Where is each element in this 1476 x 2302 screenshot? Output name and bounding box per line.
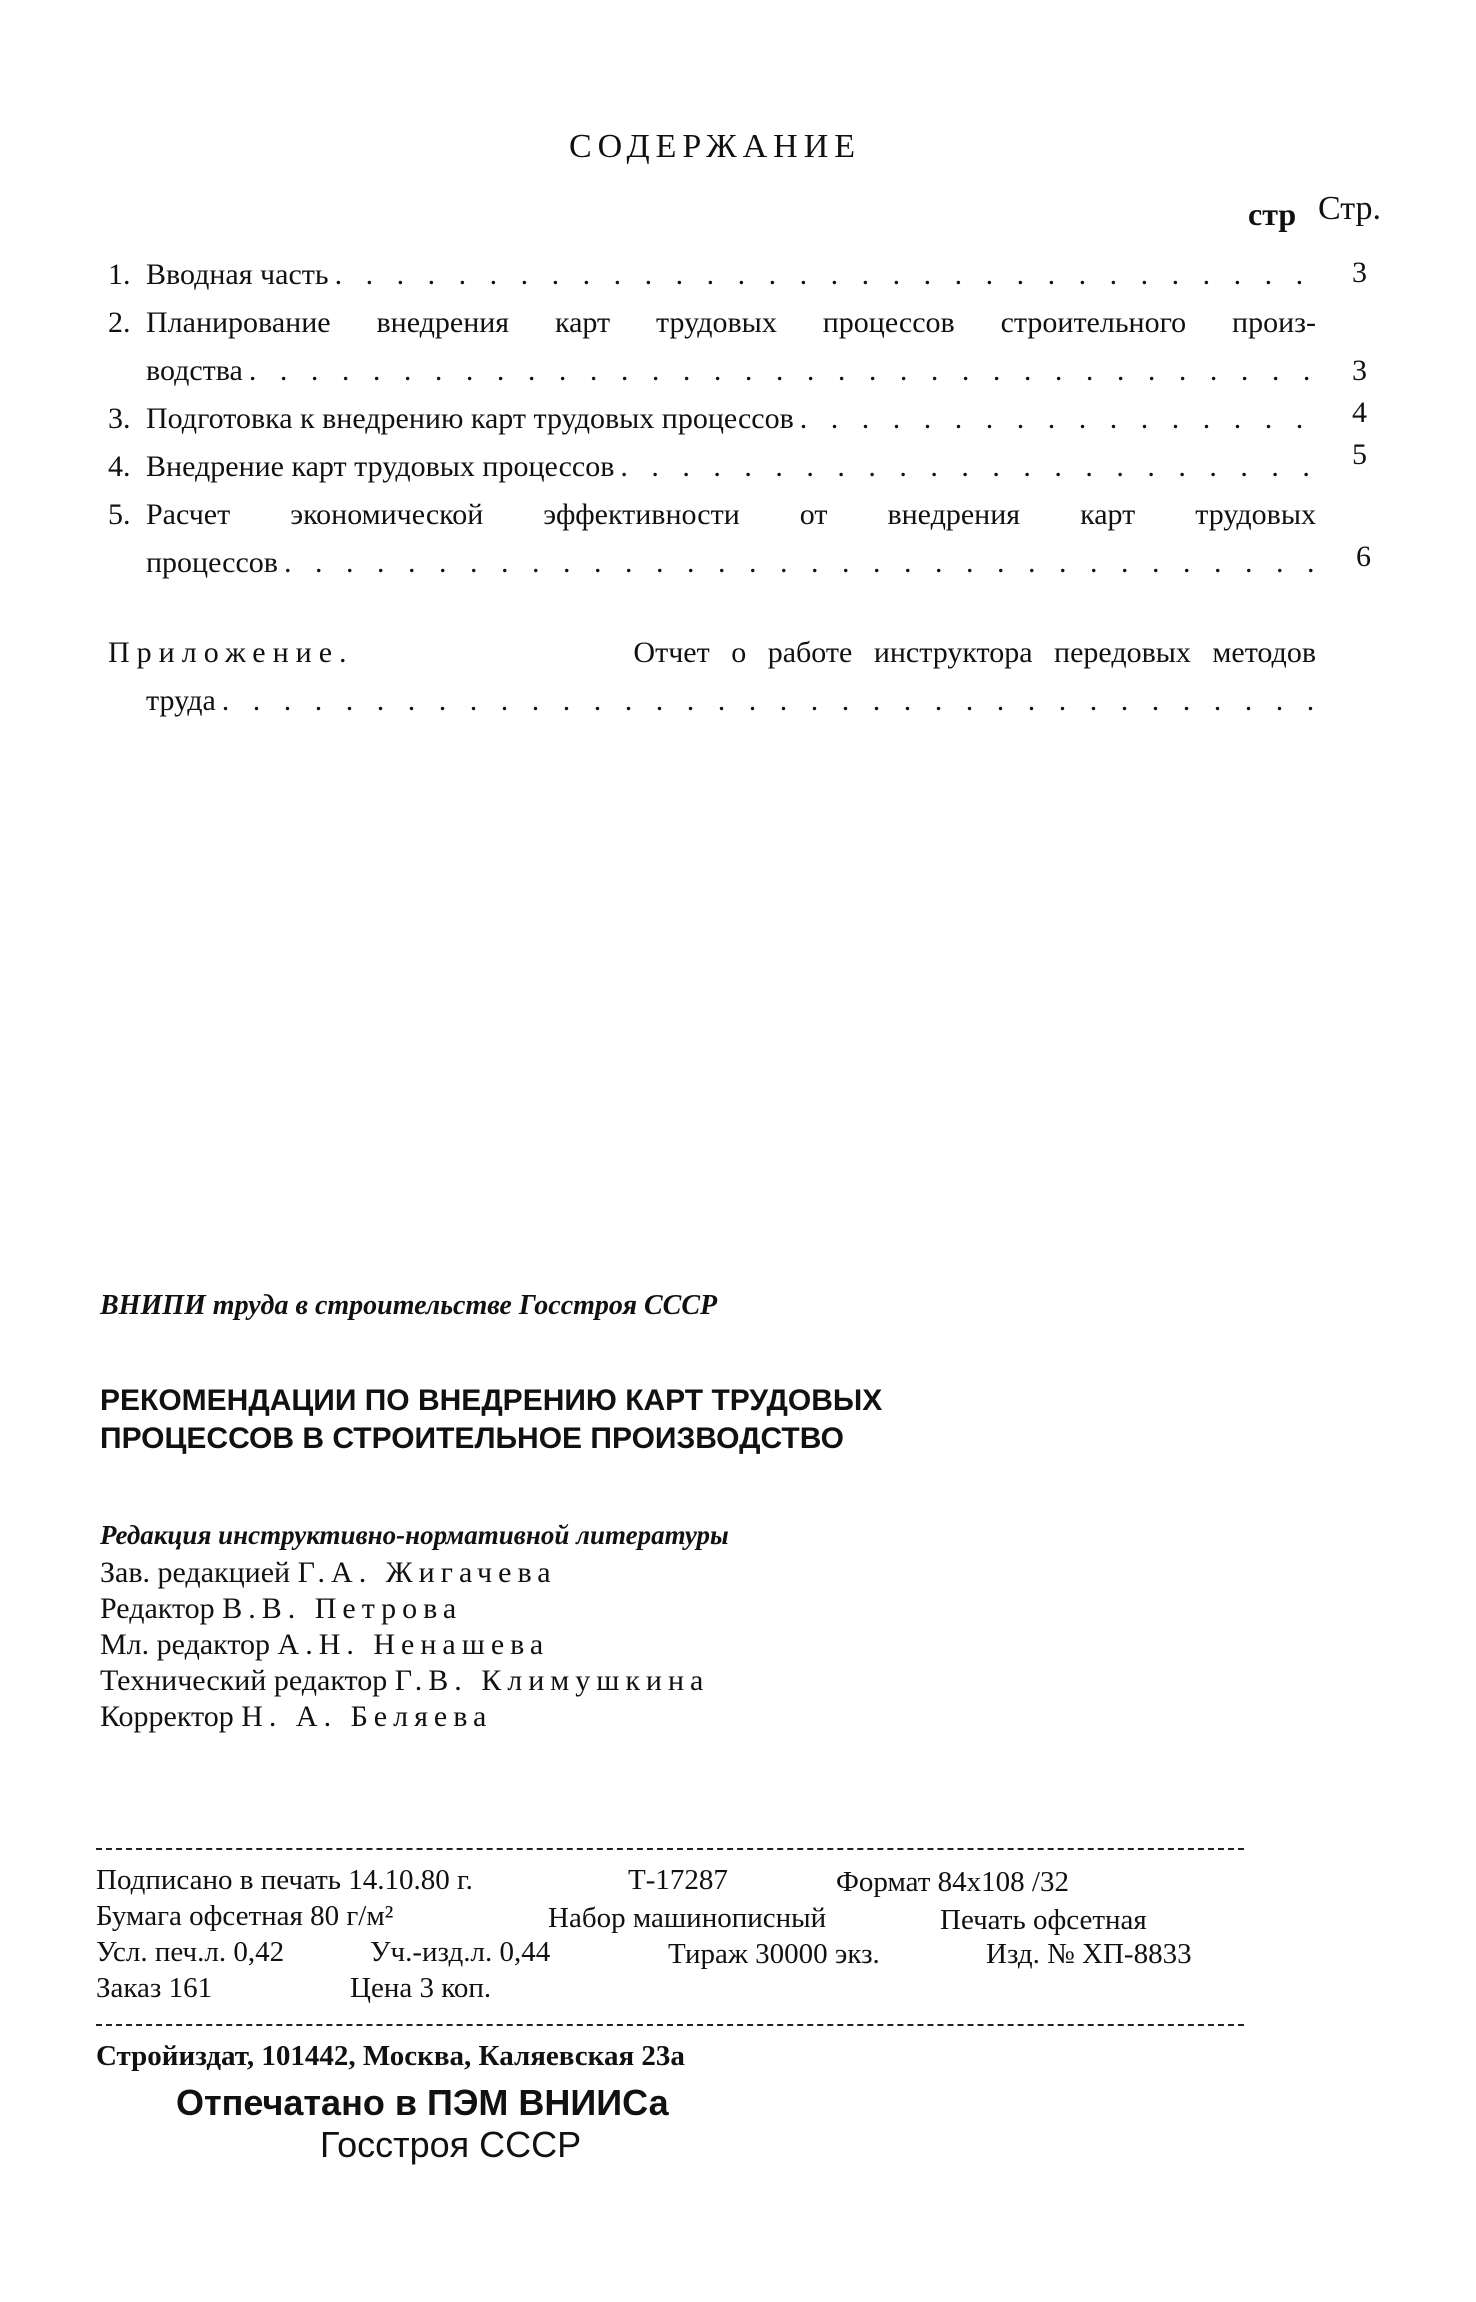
toc-entry-number: 2. (108, 306, 131, 339)
staff-name: В.В. Петрова (222, 1592, 463, 1625)
toc-entry-text: Расчет экономической эффективности от внедрения карт трудовых (146, 498, 1316, 531)
staff-name: Г.В. Климушкина (394, 1664, 710, 1697)
toc-entry (146, 258, 1316, 292)
staff-name: Н. А. Беляева (241, 1700, 493, 1733)
toc-entry-text: процессов (146, 546, 278, 579)
toc-entry-page: 4 (1352, 396, 1367, 429)
toc-entry-page: 3 (1352, 354, 1367, 387)
appendix-text-cont: труда (146, 684, 216, 717)
staff-role: Корректор (100, 1700, 234, 1733)
toc-entry-page: 6 (1356, 540, 1371, 573)
toc-entry-page: 5 (1352, 438, 1367, 471)
book-title-line: РЕКОМЕНДАЦИИ ПО ВНЕДРЕНИЮ КАРТ ТРУДОВЫХ (100, 1384, 883, 1417)
toc-entry-number: 1. (108, 258, 131, 291)
staff-line (100, 1664, 709, 1698)
toc-entry-page: 3 (1352, 256, 1367, 289)
divider (96, 1848, 1244, 1850)
publication-index: Т-17287 (628, 1864, 728, 1896)
edition-number: Изд. № ХП-8833 (986, 1938, 1192, 1970)
paper-format: Формат 84x108 /32 (836, 1866, 1069, 1898)
toc-entry-number: 3. (108, 402, 131, 435)
staff-name: Г.А. Жигачева (297, 1556, 557, 1589)
contents-title: СОДЕРЖАНИЕ (568, 128, 862, 165)
publisher-address: Стройиздат, 101442, Москва, Каляевская 23а (96, 2040, 685, 2072)
printer-line: Госстроя СССР (320, 2124, 582, 2165)
toc-entry-number: 5. (108, 498, 131, 531)
appendix-label: Приложение. (108, 636, 354, 669)
leader-dots (222, 684, 1316, 718)
toc-entry (146, 402, 1316, 436)
toc-entry-text: Внедрение карт трудовых процессов (146, 450, 615, 483)
toc-entry-text: Планирование внедрения карт трудовых процессов строительного произ- (146, 306, 1316, 339)
staff-role: Технический редактор (100, 1664, 388, 1697)
staff-name: А.Н. Ненашева (277, 1628, 550, 1661)
staff-line (100, 1628, 549, 1662)
page-column-header: стр (1248, 196, 1297, 232)
toc-entry (146, 450, 1316, 484)
appendix-text: Отчет о работе инструктора передовых методов (633, 636, 1316, 669)
organization: ВНИПИ труда в строительстве Госстроя СССР (100, 1290, 718, 1321)
staff-line (100, 1592, 462, 1626)
print-run: Тираж 30000 экз. (668, 1938, 880, 1970)
paper-type: Бумага офсетная 80 г/м² (96, 1900, 394, 1932)
print-sheets: Усл. печ.л. 0,42 (96, 1936, 285, 1968)
staff-role: Мл. редактор (100, 1628, 271, 1661)
order-number: Заказ 161 (96, 1972, 213, 2004)
leader-dots (284, 546, 1338, 580)
publishing-sheets: Уч.-изд.л. 0,44 (370, 1936, 551, 1968)
toc-entry (146, 546, 1338, 580)
staff-line (100, 1556, 557, 1590)
page-column-header-alt: Стр. (1318, 190, 1382, 227)
leader-dots (249, 354, 1316, 388)
toc-entry-text: Вводная часть (146, 258, 329, 291)
staff-role: Редактор (100, 1592, 215, 1625)
signed-for-print: Подписано в печать 14.10.80 г. (96, 1864, 473, 1896)
toc-entry-text: Подготовка к внедрению карт трудовых процессов (146, 402, 794, 435)
staff-role: Зав. редакцией (100, 1556, 291, 1589)
toc-entry (146, 354, 1316, 388)
divider (96, 2024, 1244, 2026)
leader-dots (800, 402, 1316, 436)
price: Цена 3 коп. (350, 1972, 492, 2004)
printer-line: Отпечатано в ПЭМ ВНИИСа (176, 2082, 669, 2123)
typesetting: Набор машинописный (548, 1902, 827, 1934)
leader-dots (620, 450, 1316, 484)
toc-entry (146, 684, 1316, 718)
toc-entry-text: водства (146, 354, 243, 387)
toc-entry-number: 4. (108, 450, 131, 483)
editorial-office: Редакция инструктивно-нормативной литературы (100, 1520, 729, 1550)
printing-method: Печать офсетная (940, 1904, 1147, 1936)
appendix-entry (108, 636, 1316, 670)
book-title-line: ПРОЦЕССОВ В СТРОИТЕЛЬНОЕ ПРОИЗВОДСТВО (100, 1422, 844, 1455)
leader-dots (335, 258, 1316, 292)
staff-line (100, 1700, 492, 1734)
